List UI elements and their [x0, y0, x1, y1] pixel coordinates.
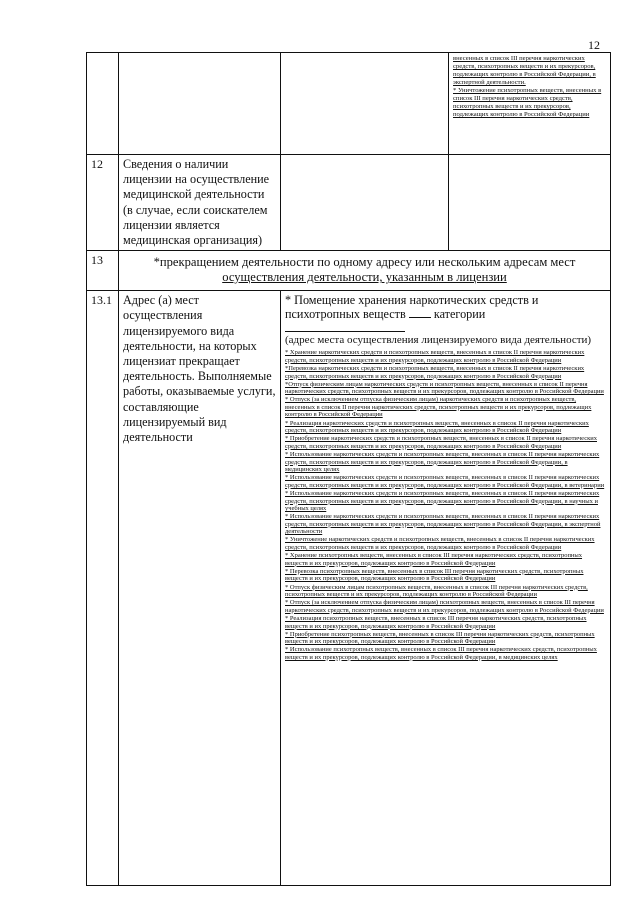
cell-empty — [281, 53, 449, 155]
continuation-items-cell — [449, 53, 611, 155]
list-item: * Использование наркотических средств и психотропных веществ, внесенных в список II перечня наркотических средств, психотропных веществ и их прекурсоров, подлежащих контролю в Российской Федерации, в медицинских целях — [285, 450, 600, 474]
table-row-continuation — [87, 53, 611, 155]
row-label: Адрес (а) мест осуществления лицензируемого вида деятельности, на которых лицензиат прекращает деятельность. Выполняемые работы, оказываемые услуги, составляющие лицензируемый вид деятельности — [119, 291, 281, 886]
list-item: * Приобретение наркотических средств и психотропных веществ, внесенных в список II перечня наркотических средств, психотропных веществ и их прекурсоров, подлежащих контролю в Российской Федерации — [285, 435, 597, 450]
list-item: * Отпуск физическим лицам психотропных веществ, внесенных в список III перечня наркотических средств, психотропных веществ и их прекурсоров, подлежащих контролю в Российской Федерации — [285, 583, 588, 599]
list-item: * Реализация наркотических средств и психотропных веществ, внесенных в список II перечня наркотических средств, психотропных веществ и их прекурсоров, подлежащих контролю в Российской Федерации — [285, 419, 589, 435]
table-row-13 — [87, 251, 611, 291]
cell-empty — [281, 155, 449, 251]
cell-empty — [449, 155, 611, 251]
list-item: * Использование психотропных веществ, внесенных в список III перечня наркотических средств, психотропных веществ и их прекурсоров, подлежащих контролю в Российской Федерации, в медицинских целях — [285, 646, 597, 661]
storage-premises — [285, 293, 606, 332]
license-table — [86, 52, 611, 886]
cell-empty — [87, 53, 119, 155]
list-item: * Перевозка психотропных веществ, внесенных в список III перечня наркотических средств, психотропных веществ и их прекурсоров, подлежащих контролю в Российской Федерации — [285, 567, 584, 583]
activities-list — [285, 349, 606, 661]
table-row-13-1 — [87, 291, 611, 886]
row-number: 13 — [87, 251, 119, 291]
storage-suffix: категории — [433, 307, 486, 322]
list-item: *Отпуск физическим лицам наркотических средств и психотропных веществ, внесенных в список II перечня наркотических средств, психотропных веществ и их прекурсоров, подлежащих контролю в Российской Федерации — [285, 380, 604, 396]
list-item: внесенных в список III перечня наркотических средств, психотропных веществ и их прекурсоров, подлежащих контролю в Российской Федерации, в экспертной деятельности. — [453, 55, 596, 86]
page-number: 12 — [588, 38, 600, 52]
list-item: * Хранение психотропных веществ, внесенных в список III перечня наркотических средств, психотропных веществ и их прекурсоров, подлежащих контролю в Российской Федерации — [285, 552, 583, 567]
storage-prefix: * Помещение хранения наркотических средств и психотропных веществ — [285, 293, 539, 322]
list-item: * Хранение наркотических средств и психотропных веществ, внесенных в список II перечня наркотических средств, психотропных веществ и их прекурсоров, подлежащих контролю в Российской Федерации — [285, 349, 585, 364]
list-item: * Отпуск (за исключением отпуска физическим лицам) наркотических средств и психотропных веществ, внесенных в список II перечня наркотических средств, психотропных веществ и их прекурсоров, подлежащих контролю в Российской Федерации — [285, 396, 592, 419]
section-title — [119, 251, 611, 291]
address-blank-line — [285, 323, 405, 332]
activities-cell — [281, 291, 611, 886]
cell-empty — [119, 53, 281, 155]
address-note: (адрес места осуществления лицензируемого вида деятельности) — [285, 334, 592, 347]
table-row-12 — [87, 155, 611, 251]
row-label: Сведения о наличии лицензии на осуществление медицинской деятельности (в случае, если соискателем лицензии является медицинская организация) — [119, 155, 281, 251]
section-title-line1: *прекращением деятельности по одному адресу или нескольким адресам мест — [153, 255, 576, 270]
category-blank — [409, 317, 431, 318]
list-item: * Использование наркотических средств и психотропных веществ, внесенных в список II перечня наркотических средств, психотропных веществ и их прекурсоров, подлежащих контролю в Российской Федерации, в научных и учебных целях — [285, 489, 600, 513]
list-item: * Приобретение психотропных веществ, внесенных в список III перечня наркотических средств, психотропных веществ и их прекурсоров, подлежащих контролю в Российской Федерации — [285, 630, 595, 646]
list-item: * Уничтожение психотропных веществ, внесенных в список III перечня наркотических средств, психотропных веществ и их прекурсоров, подлежащих контролю в Российской Федерации — [453, 87, 602, 118]
list-item: * Использование наркотических средств и психотропных веществ, внесенных в список II перечня наркотических средств, психотропных веществ и их прекурсоров, подлежащих контролю в Российской Федерации, в экспертной деятельности — [285, 513, 601, 536]
list-item: * Реализация психотропных веществ, внесенных в список III перечня наркотических средств, психотропных веществ и их прекурсоров, подлежащих контролю в Российской Федерации — [285, 614, 587, 630]
list-item: * Отпуск (за исключением отпуска физическим лицам) психотропных веществ, внесенных в список III перечня наркотических средств, психотропных веществ и их прекурсоров, подлежащих контролю в Российской Федерации — [285, 599, 604, 614]
row-number: 13.1 — [87, 291, 119, 886]
row-number: 12 — [87, 155, 119, 251]
list-item: *Перевозка наркотических средств и психотропных веществ, внесенных в список II перечня наркотических средств, психотропных веществ и их прекурсоров, подлежащих контролю в Российской Федерации — [285, 364, 585, 380]
list-item: * Уничтожение наркотических средств и психотропных веществ, внесенных в список II перечня наркотических средств, психотропных веществ и их прекурсоров, подлежащих контролю в Российской Федерации — [285, 536, 595, 552]
list-item: * Использование наркотических средств и психотропных веществ, внесенных в список II перечня наркотических средств, психотропных веществ и их прекурсоров, подлежащих контролю в Российской Федерации, в ветеринарии — [285, 474, 605, 489]
section-title-line2: осуществления деятельности, указанным в лицензии — [222, 270, 507, 285]
